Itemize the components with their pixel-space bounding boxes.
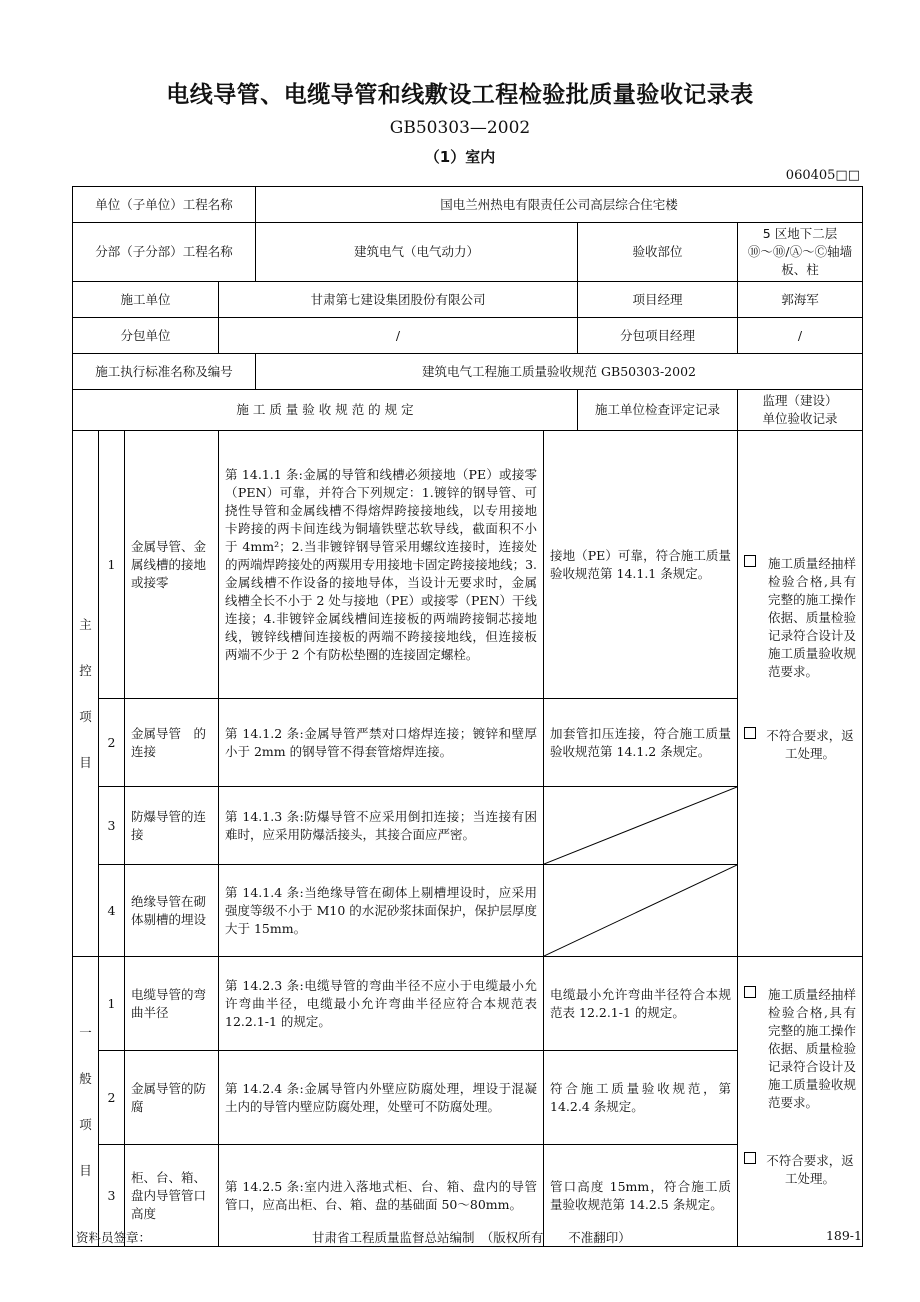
general-label: 一 般 项 目 — [73, 957, 99, 1247]
project-manager-label: 项目经理 — [578, 282, 738, 318]
item-check-record: 电缆最小允许弯曲半径符合本规范表 12.2.1-1 的规定。 — [544, 957, 738, 1051]
construction-unit-label: 施工单位 — [73, 282, 219, 318]
item-name: 防爆导管的连接 — [125, 787, 219, 865]
item-number: 3 — [99, 787, 125, 865]
project-manager-value: 郭海军 — [738, 282, 863, 318]
item-number: 2 — [99, 1051, 125, 1145]
supervision-header-line-1: 监理（建设） — [762, 393, 838, 408]
item-name: 柜、台、箱、盘内导管管口高度 — [125, 1145, 219, 1247]
item-check-record: 接地（PE）可靠，符合施工质量验收规范第 14.1.1 条规定。 — [544, 431, 738, 699]
main-supervision-record — [738, 431, 863, 957]
item-spec: 第 14.1.1 条:金属的导管和线槽必须接地（PE）或接零（PEN）可靠，并符合下列规定：1.镀锌的钢导管、可挠性导管和金属线槽不得熔焊跨接接地线，以专用接地卡跨接的两卡间连线为铜墙铁壁芯软导线，截面积不小于 4mm²；2.当非镀锌钢导管采用螺纹连接时，连接处的两端焊跨接处的两羰用专用接地卡固定跨接接地线；3.金属线槽不作设备的接地导体，当设计无要求时，金属线槽全长不小于 2 处与接地（PE）或接零（PEN）干线连接；4.非镀锌金属线槽间连接板的两端跨接铜芯接地线，镀锌线槽间连接板的两端不跨接接地线，但连接板两端不少于 2 个有防松垫圈的连接固定螺栓。 — [219, 431, 544, 699]
standard-value: 建筑电气工程施工质量验收规范 GB50303-2002 — [256, 354, 863, 390]
sub-manager-label: 分包项目经理 — [578, 318, 738, 354]
row-sub-project — [73, 223, 863, 282]
subcontractor-value: / — [219, 318, 578, 354]
item-name: 金属导管 的连接 — [125, 699, 219, 787]
pass-text: 施工质量经抽样检验合格,具有完整的施工操作依据、质量检验记录符合设计及施工质量验收规范要求。 — [768, 555, 857, 679]
diagonal-strike — [544, 865, 737, 956]
main-supervision-fail — [744, 727, 856, 763]
item-check-not-applicable — [544, 787, 738, 865]
main-item-row — [73, 431, 863, 699]
footer-signature-label: 资料员签章： — [76, 1230, 152, 1245]
spec-column-header: 施 工 质 量 验 收 规 范 的 规 定 — [73, 390, 578, 431]
construction-unit-value: 甘肃第七建设集团股份有限公司 — [219, 282, 578, 318]
item-check-record: 管口高度 15mm，符合施工质量验收规范第 14.2.5 条规定。 — [544, 1145, 738, 1247]
item-name: 金属导管、金属线槽的接地或接零 — [125, 431, 219, 699]
inspection-part-value — [738, 223, 863, 282]
main-control-label: 主 控 项 目 — [73, 431, 99, 957]
unit-project-label: 单位（子单位）工程名称 — [73, 187, 256, 223]
diagonal-strike — [544, 787, 737, 864]
general-supervision-record — [738, 957, 863, 1247]
item-spec: 第 14.2.4 条:金属导管内外壁应防腐处理，埋设于混凝土内的导管内壁应防腐处理，处壁可不防腐处理。 — [219, 1051, 544, 1145]
inspection-part-label: 验收部位 — [578, 223, 738, 282]
unit-project-value: 国电兰州热电有限责任公司高层综合住宅楼 — [256, 187, 863, 223]
fail-text: 不符合要求，返工处理。 — [766, 1152, 854, 1186]
subcontractor-label: 分包单位 — [73, 318, 219, 354]
row-construction-unit — [73, 282, 863, 318]
row-standard — [73, 354, 863, 390]
supervision-header-line-2: 单位验收记录 — [762, 411, 838, 426]
inspection-table — [72, 186, 863, 1247]
general-supervision-pass — [744, 986, 856, 1112]
form-subtitle: （1）室内 — [424, 148, 496, 166]
fail-checkbox[interactable] — [744, 1152, 756, 1164]
item-name: 电缆导管的弯曲半径 — [125, 957, 219, 1051]
fail-checkbox[interactable] — [744, 727, 756, 739]
general-item-row — [73, 957, 863, 1051]
form-number: 060405□□ — [785, 168, 860, 183]
item-check-record: 符合施工质量验收规范，第 14.2.4 条规定。 — [544, 1051, 738, 1145]
pass-checkbox[interactable] — [744, 986, 756, 998]
item-name: 金属导管的防腐 — [125, 1051, 219, 1145]
fail-text: 不符合要求，返工处理。 — [766, 727, 854, 761]
item-check-not-applicable — [544, 865, 738, 957]
sub-project-value: 建筑电气（电气动力） — [256, 223, 578, 282]
item-spec: 第 14.1.3 条:防爆导管不应采用倒扣连接；当连接有困难时，应采用防爆活接头，其接合面应严密。 — [219, 787, 544, 865]
pass-text: 施工质量经抽样检验合格,具有完整的施工操作依据、质量检验记录符合设计及施工质量验收规范要求。 — [768, 986, 857, 1110]
item-spec: 第 14.2.3 条:电缆导管的弯曲半径不应小于电缆最小允许弯曲半径，电缆最小允许弯曲半径应符合本规范表 12.2.1-1 的规定。 — [219, 957, 544, 1051]
item-number: 3 — [99, 1145, 125, 1247]
pass-checkbox[interactable] — [744, 555, 756, 567]
inspection-part-line-2: ⑩～⑩/Ⓐ～Ⓒ轴墙板、柱 — [747, 244, 853, 277]
sub-manager-value: / — [738, 318, 863, 354]
item-number: 4 — [99, 865, 125, 957]
item-spec: 第 14.1.4 条:当绝缘导管在砌体上剔槽埋设时，应采用强度等级不小于 M10 的水泥砂浆抹面保护，保护层厚度大于 15mm。 — [219, 865, 544, 957]
form-title: 电线导管、电缆导管和线敷设工程检验批质量验收记录表 — [166, 82, 754, 108]
self-check-column-header: 施工单位检查评定记录 — [578, 390, 738, 431]
item-spec: 第 14.1.2 条:金属导管严禁对口熔焊连接；镀锌和壁厚小于 2mm 的钢导管不得套管熔焊连接。 — [219, 699, 544, 787]
row-subcontractor — [73, 318, 863, 354]
footer-page-number: 189-1 — [825, 1228, 862, 1243]
standard-code: GB50303—2002 — [389, 118, 531, 138]
item-name: 绝缘导管在砌体剔槽的埋设 — [125, 865, 219, 957]
item-spec: 第 14.2.5 条:室内进入落地式柜、台、箱、盘内的导管管口，应高出柜、台、箱、盘的基础面 50～80mm。 — [219, 1145, 544, 1247]
general-supervision-fail — [744, 1152, 856, 1188]
row-column-headers — [73, 390, 863, 431]
footer-publisher: 甘肃省工程质量监督总站编制 （版权所有 不准翻印） — [312, 1230, 631, 1245]
item-check-record: 加套管扣压连接，符合施工质量验收规范第 14.1.2 条规定。 — [544, 699, 738, 787]
inspection-part-line-1: 5 区地下二层 — [762, 226, 838, 241]
sub-project-label: 分部（子分部）工程名称 — [73, 223, 256, 282]
item-number: 1 — [99, 957, 125, 1051]
item-number: 1 — [99, 431, 125, 699]
item-number: 2 — [99, 699, 125, 787]
row-unit-project — [73, 187, 863, 223]
standard-label: 施工执行标准名称及编号 — [73, 354, 256, 390]
supervision-column-header — [738, 390, 863, 431]
main-supervision-pass — [744, 555, 856, 681]
